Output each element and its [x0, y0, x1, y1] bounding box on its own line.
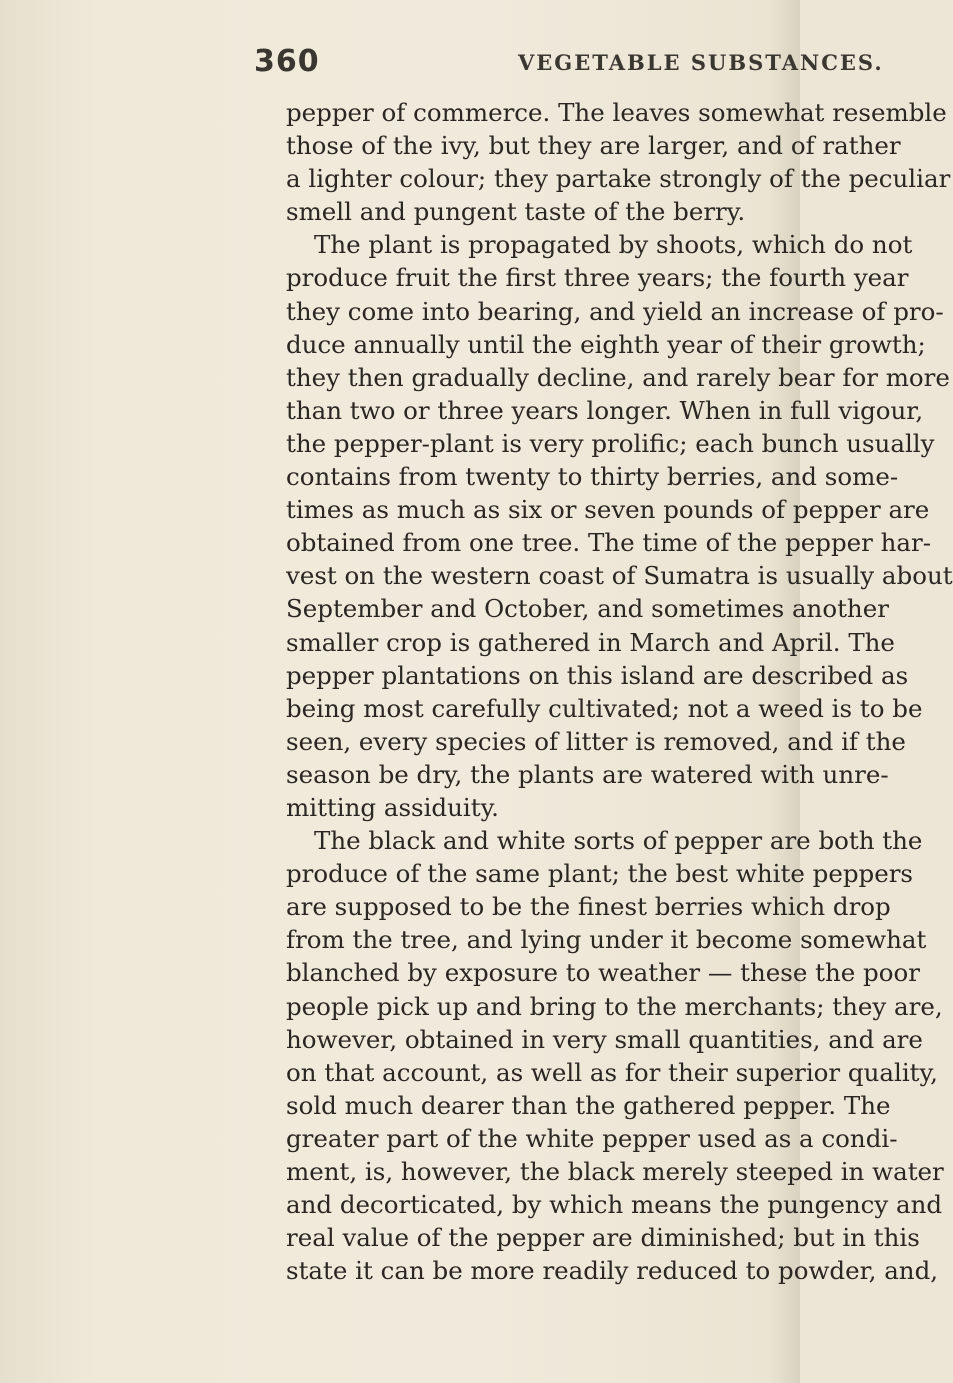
text-line: duce annually until the eighth year of their growth;	[286, 329, 926, 359]
text-line: are supposed to be the finest berries which drop	[286, 892, 891, 922]
text-line: pepper plantations on this island are described as	[286, 660, 909, 690]
text-line: contains from twenty to thirty berries, and some-	[286, 462, 899, 492]
page-header	[254, 44, 884, 82]
text-line: September and October, and sometimes another	[286, 594, 889, 624]
text-line: ment, is, however, the black merely steeped in water	[286, 1157, 944, 1186]
text-line: sold much dearer than the gathered pepper. The	[286, 1090, 891, 1120]
text-line: vest on the western coast of Sumatra is usually about	[286, 561, 953, 591]
text-line: season be dry, the plants are watered with unre-	[286, 759, 889, 789]
text-line: produce fruit the first three years; the fourth year	[286, 263, 909, 293]
text-line: and decorticated, by which means the pungency and	[286, 1190, 943, 1220]
text-line: mitting assiduity.	[286, 792, 499, 822]
text-line: from the tree, and lying under it become somewhat	[286, 925, 927, 955]
text-line: than two or three years longer. When in full vigour,	[286, 395, 924, 425]
text-line: blanched by exposure to weather — these the poor	[286, 958, 920, 988]
text-line: obtained from one tree. The time of the pepper har-	[286, 528, 932, 558]
text-line: smell and pungent taste of the berry.	[286, 197, 746, 227]
text-line: pepper of commerce. The leaves somewhat resemble	[286, 98, 947, 127]
text-line: greater part of the white pepper used as a condi-	[286, 1123, 898, 1153]
text-line: on that account, as well as for their superior quality,	[286, 1057, 938, 1087]
body-text	[286, 96, 953, 1287]
text-line: the pepper-plant is very prolific; each bunch usually	[286, 428, 935, 458]
text-line: those of the ivy, but they are larger, and of rather	[286, 131, 901, 161]
text-line: seen, every species of litter is removed, and if the	[286, 726, 906, 756]
text-line: a lighter colour; they partake strongly of the peculiar	[286, 164, 951, 194]
text-line: they then gradually decline, and rarely bear for more	[286, 362, 950, 392]
text-line: state it can be more readily reduced to powder, and,	[286, 1256, 939, 1286]
text-line: real value of the pepper are diminished; but in this	[286, 1223, 920, 1253]
running-title: VEGETABLE SUBSTANCES.	[518, 50, 884, 75]
text-line: they come into bearing, and yield an increase of pro-	[286, 296, 944, 326]
text-line: The plant is propagated by shoots, which do not	[314, 230, 913, 260]
text-line: people pick up and bring to the merchants; they are,	[286, 991, 943, 1021]
text-line: produce of the same plant; the best white peppers	[286, 859, 913, 889]
text-line: The black and white sorts of pepper are both the	[314, 826, 923, 856]
text-line: smaller crop is gathered in March and April. The	[286, 627, 895, 657]
text-line: however, obtained in very small quantities, and are	[286, 1024, 923, 1054]
text-line: being most carefully cultivated; not a weed is to be	[286, 693, 923, 723]
text-line: times as much as six or seven pounds of pepper are	[286, 495, 930, 525]
page-number: 360	[254, 44, 320, 79]
